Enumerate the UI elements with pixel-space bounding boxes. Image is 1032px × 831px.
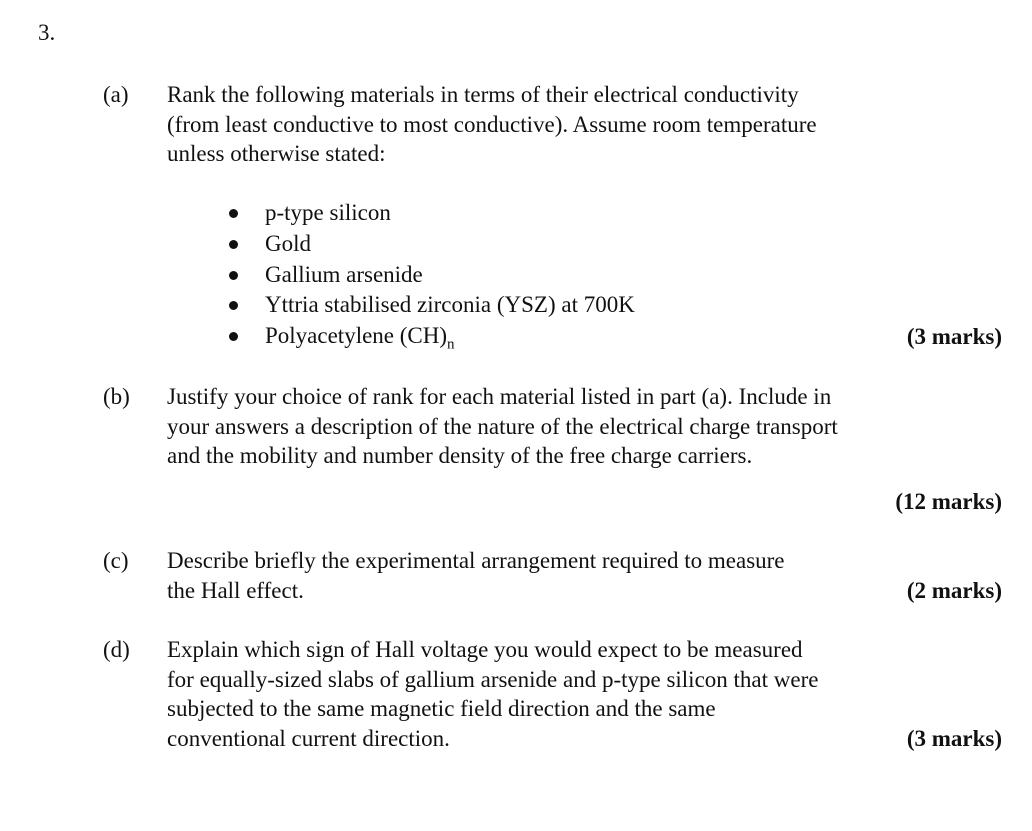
part-c-text: Describe briefly the experimental arrangement required to measure the Hall effect. [167, 548, 785, 603]
material-item: Yttria stabilised zirconia (YSZ) at 700K [225, 290, 635, 321]
part-b-label: (b) [103, 384, 130, 409]
part-a-marks: (3 marks) [906, 324, 1002, 349]
material-item: Polyacetylene $(CH)_n$ [225, 321, 635, 360]
materials-list [225, 198, 635, 361]
part-b-marks: (12 marks) [895, 489, 1002, 514]
polyacetylene-subscript: n [447, 336, 455, 353]
material-item: p-type silicon [225, 198, 635, 229]
part-c-label: (c) [103, 548, 129, 573]
part-c-marks: (2 marks) [906, 578, 1002, 603]
part-a-text: Rank the following materials in terms of their electrical conductivity (from least conductive to most conductive). Assume room temperature unless otherwise stated: [167, 82, 817, 166]
part-a-label: (a) [103, 82, 129, 107]
material-item: Gallium arsenide [225, 260, 635, 291]
part-d-marks: (3 marks) [906, 726, 1002, 751]
part-b-text: Justify your choice of rank for each material listed in part (a). Include in your answers a description of the nature of the electrical charge transport and the mobility and number density of the free charge carriers. [167, 384, 838, 468]
part-d-text: Explain which sign of Hall voltage you would expect to be measured for equally-sized slabs of gallium arsenide and p-type silicon that were subjected to the same magnetic field direction and the same conventional current direction. [167, 637, 819, 751]
material-item: Gold [225, 229, 635, 260]
part-d-label: (d) [103, 637, 130, 662]
question-number: 3. [38, 20, 56, 45]
